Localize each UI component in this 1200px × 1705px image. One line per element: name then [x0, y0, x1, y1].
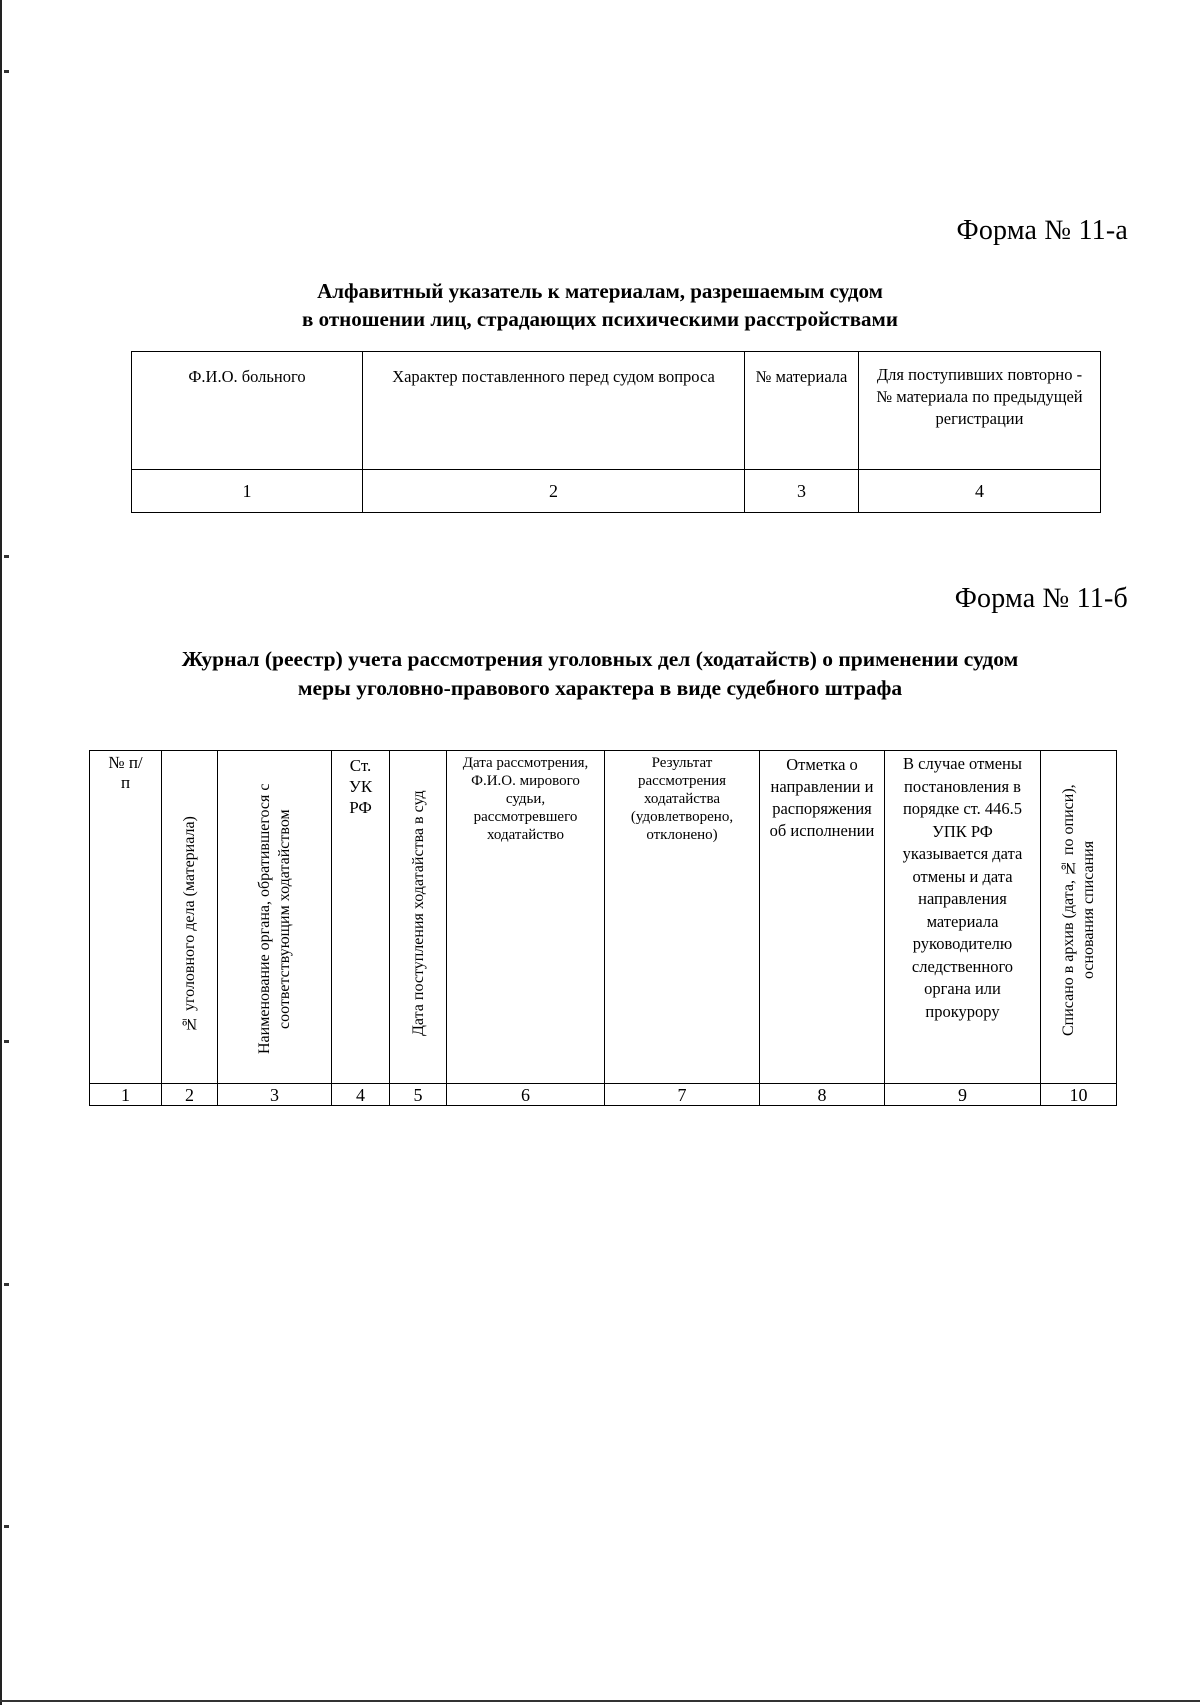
column-number: 10 [1041, 1084, 1117, 1106]
header-cancellation: В случае отмены постановления в порядке ст. 446.5 УПК РФ указывается дата отмены и дата направления материала руководителю следственного органа или прокурору [902, 754, 1023, 1021]
header-criminal-code-article: Ст. УК РФ [332, 751, 390, 1084]
header-case-number-cell [162, 751, 218, 1084]
form-b-table [89, 750, 1117, 1106]
header-cancellation-cell [885, 751, 1041, 1084]
column-number: 5 [390, 1084, 447, 1106]
form-b-title-line2: меры уголовно-правового характера в виде судебного штрафа [297, 676, 903, 700]
header-receipt-date: Дата поступления ходатайства в суд [409, 790, 427, 1036]
column-number: 9 [885, 1084, 1041, 1106]
header-repeat-registration: Для поступивших повторно - № материала по предыдущей регистрации [859, 352, 1101, 470]
column-number: 2 [363, 470, 745, 513]
form-a-title-line1: Алфавитный указатель к материалам, разрешаемым судом [317, 279, 883, 303]
form-a-label: Форма № 11-а [956, 215, 1128, 246]
column-number: 1 [90, 1084, 162, 1106]
column-number: 8 [760, 1084, 885, 1106]
header-row [132, 352, 1101, 470]
form-a-table [131, 351, 1101, 513]
scan-bottom-edge [0, 1700, 1200, 1702]
number-row [132, 470, 1101, 513]
header-case-number: № уголовного дела (материала) [181, 816, 198, 1032]
column-number: 1 [132, 470, 363, 513]
header-question: Характер поставленного перед судом вопроса [363, 352, 745, 470]
column-number: 4 [859, 470, 1101, 513]
scan-mark [4, 1525, 9, 1528]
form-a-title-line2: в отношении лиц, страдающих психическими расстройствами [302, 307, 898, 331]
form-a-title [0, 277, 1200, 333]
form-b-title-line1: Журнал (реестр) учета рассмотрения уголовных дел (ходатайств) о применении судом [181, 647, 1019, 671]
header-applicant-organ-cell [218, 751, 332, 1084]
header-receipt-date-cell [390, 751, 447, 1084]
scan-left-edge [0, 0, 2, 1705]
header-review-date-judge: Дата рассмотрения, Ф.И.О. мирового судьи, рассмотревшего ходатайство [447, 751, 605, 1084]
header-archive: Списано в архив (дата, № по описи), основания списания [1059, 784, 1097, 1036]
header-row [90, 751, 1117, 1084]
header-material-number: № материала [745, 352, 859, 470]
column-number: 2 [162, 1084, 218, 1106]
header-archive-cell [1041, 751, 1117, 1084]
scan-mark [4, 1283, 9, 1286]
header-row-number: № п/п [90, 751, 162, 1084]
scan-mark [4, 1040, 9, 1043]
header-execution-note: Отметка о направлении и распоряжения об исполнении [760, 751, 885, 1084]
column-number: 7 [605, 1084, 760, 1106]
scan-mark [4, 70, 9, 73]
column-number: 3 [218, 1084, 332, 1106]
number-row [90, 1084, 1117, 1106]
form-b-title [0, 645, 1200, 703]
column-number: 4 [332, 1084, 390, 1106]
header-applicant-organ: Наименование органа, обратившегося с соответствующим ходатайством [255, 783, 293, 1055]
header-review-result: Результат рассмотрения ходатайства (удовлетворено, отклонено) [605, 751, 760, 1084]
column-number: 3 [745, 470, 859, 513]
header-fio: Ф.И.О. больного [132, 352, 363, 470]
form-b-label: Форма № 11-б [954, 583, 1128, 614]
column-number: 6 [447, 1084, 605, 1106]
scan-mark [4, 555, 9, 558]
